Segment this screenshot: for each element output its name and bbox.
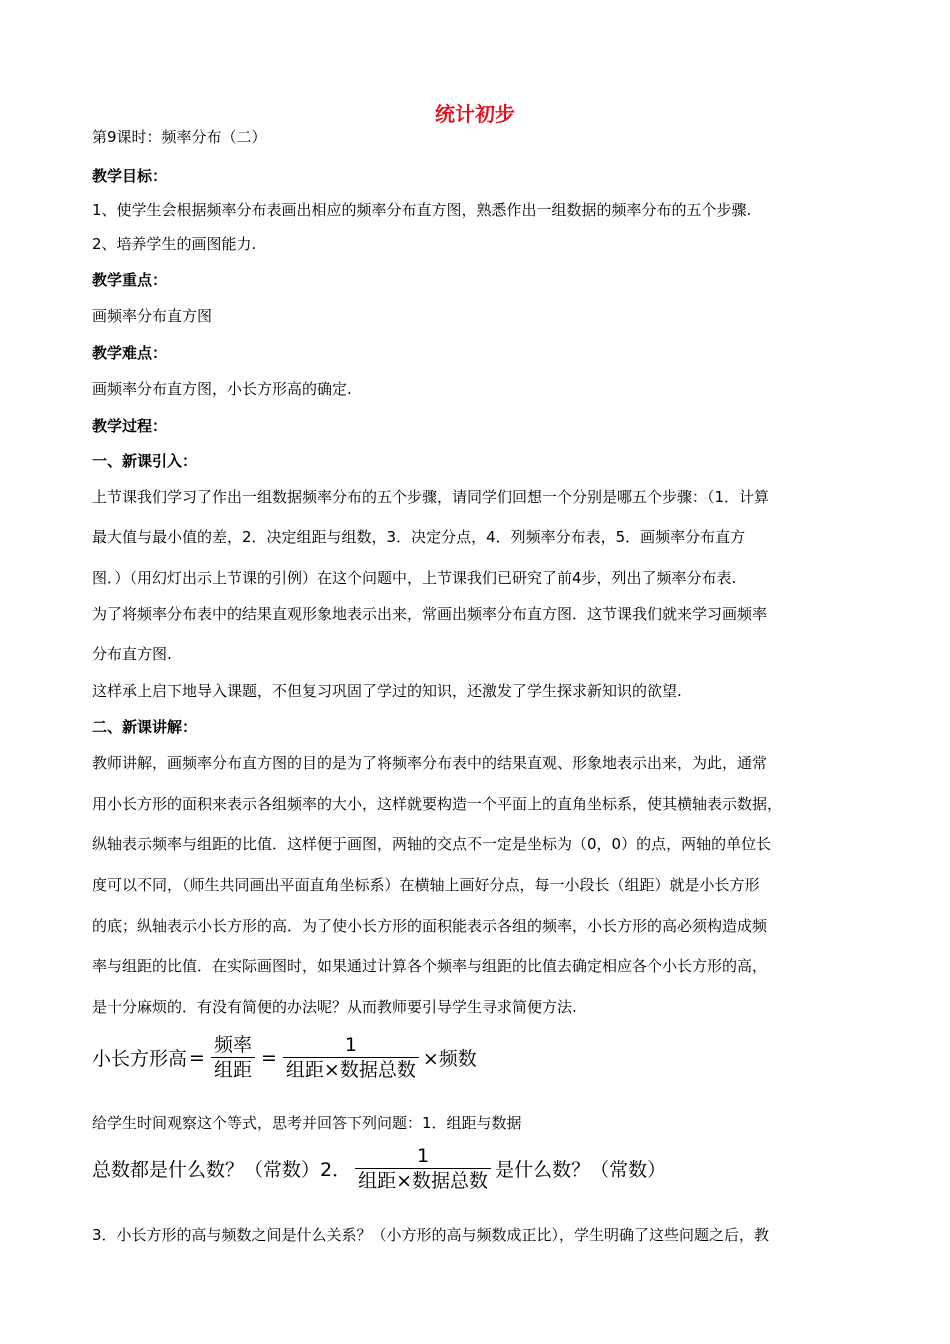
section1-paragraph-line: 图．）（用幻灯出示上节课的引例）在这个问题中，上节课我们已研究了前4步，列出了频率分布表. bbox=[92, 569, 737, 587]
section1-paragraph-line: 最大值与最小值的差，2．决定组距与组数，3．决定分点，4．列频率分布表，5．画频率分布直方 bbox=[92, 528, 746, 546]
section1-paragraph-line: 分布直方图. bbox=[92, 645, 172, 663]
lesson-subtitle: 第9课时：频率分布（二） bbox=[92, 128, 267, 146]
fraction-numerator: 1 bbox=[355, 1145, 491, 1169]
objective-item-1: 1、使学生会根据频率分布表画出相应的频率分布直方图，熟悉作出一组数据的频率分布的五个步骤. bbox=[92, 201, 752, 219]
fraction-numerator: 频率 bbox=[211, 1034, 255, 1058]
section2-paragraph-line: 是十分麻烦的．有没有简便的办法呢？从而教师要引导学生寻求简便方法. bbox=[92, 998, 577, 1016]
last-paragraph-line: 3．小长方形的高与频数之间是什么关系？（小方形的高与频数成正比），学生明确了这些问题之后，教 bbox=[92, 1226, 770, 1244]
fraction-denominator: 组距×数据总数 bbox=[285, 1059, 416, 1081]
section2-paragraph-line: 教师讲解，画频率分布直方图的目的是为了将频率分布表中的结果直观、形象地表示出来，为此，通常 bbox=[92, 754, 768, 772]
objectives-heading: 教学目标： bbox=[92, 167, 168, 185]
section2-paragraph-line: 用小长方形的面积来表示各组频率的大小，这样就要构造一个平面上的直角坐标系，使其横轴表示数据， bbox=[92, 795, 783, 813]
section1-paragraph-line: 这样承上启下地导入课题，不但复习巩固了学过的知识，还激发了学生探求新知识的欲望. bbox=[92, 682, 682, 700]
process-heading: 教学过程： bbox=[92, 417, 168, 435]
question-lead: 总数都是什么数？（常数）2． bbox=[92, 1159, 352, 1181]
equals-sign: = bbox=[189, 1046, 205, 1069]
fraction-one-over-product bbox=[283, 1034, 419, 1081]
formula-tail: ×频数 bbox=[422, 1048, 477, 1070]
formula-rectangle-height bbox=[92, 1034, 477, 1081]
fraction-denominator: 组距×数据总数 bbox=[358, 1170, 489, 1192]
section2-paragraph-line: 度可以不同，（师生共同画出平面直角坐标系）在横轴上画好分点，每一小段长（组距）就是小长方形 bbox=[92, 876, 760, 894]
section2-heading: 二、新课讲解： bbox=[92, 718, 198, 736]
fraction-denominator: 组距 bbox=[213, 1059, 252, 1081]
question-formula-line bbox=[92, 1145, 666, 1192]
key-points-text: 画频率分布直方图 bbox=[92, 307, 213, 325]
document-title: 统计初步 bbox=[435, 102, 515, 126]
question-intro: 给学生时间观察这个等式，思考并回答下列问题：1．组距与数据 bbox=[92, 1114, 522, 1132]
key-points-heading: 教学重点： bbox=[92, 271, 168, 289]
section1-paragraph-line: 上节课我们学习了作出一组数据频率分布的五个步骤，请同学们回想一个分别是哪五个步骤：（1．计算 bbox=[92, 488, 770, 506]
section2-paragraph-line: 纵轴表示频率与组距的比值．这样便于画图，两轴的交点不一定是坐标为（0，0）的点，两轴的单位长 bbox=[92, 835, 772, 853]
section2-paragraph-line: 的底；纵轴表示小长方形的高．为了使小长方形的面积能表示各组的频率，小长方形的高必须构造成频 bbox=[92, 917, 768, 935]
objective-item-2: 2、培养学生的画图能力. bbox=[92, 235, 257, 253]
fraction-numerator: 1 bbox=[283, 1034, 419, 1058]
equals-sign: = bbox=[260, 1046, 277, 1069]
difficulties-text: 画频率分布直方图，小长方形高的确定. bbox=[92, 380, 352, 398]
section2-paragraph-line: 率与组距的比值．在实际画图时，如果通过计算各个频率与组距的比值去确定相应各个小长方形的高， bbox=[92, 957, 768, 975]
difficulties-heading: 教学难点： bbox=[92, 344, 168, 362]
section1-paragraph-line: 为了将频率分布表中的结果直观形象地表示出来，常画出频率分布直方图．这节课我们就来学习画频率 bbox=[92, 605, 768, 623]
formula-lhs: 小长方形高 bbox=[92, 1048, 188, 1070]
fraction-frequency-over-interval bbox=[211, 1034, 255, 1081]
section1-heading: 一、新课引入： bbox=[92, 452, 198, 470]
fraction-one-over-product bbox=[355, 1145, 491, 1192]
question-tail: 是什么数？（常数） bbox=[495, 1159, 667, 1181]
